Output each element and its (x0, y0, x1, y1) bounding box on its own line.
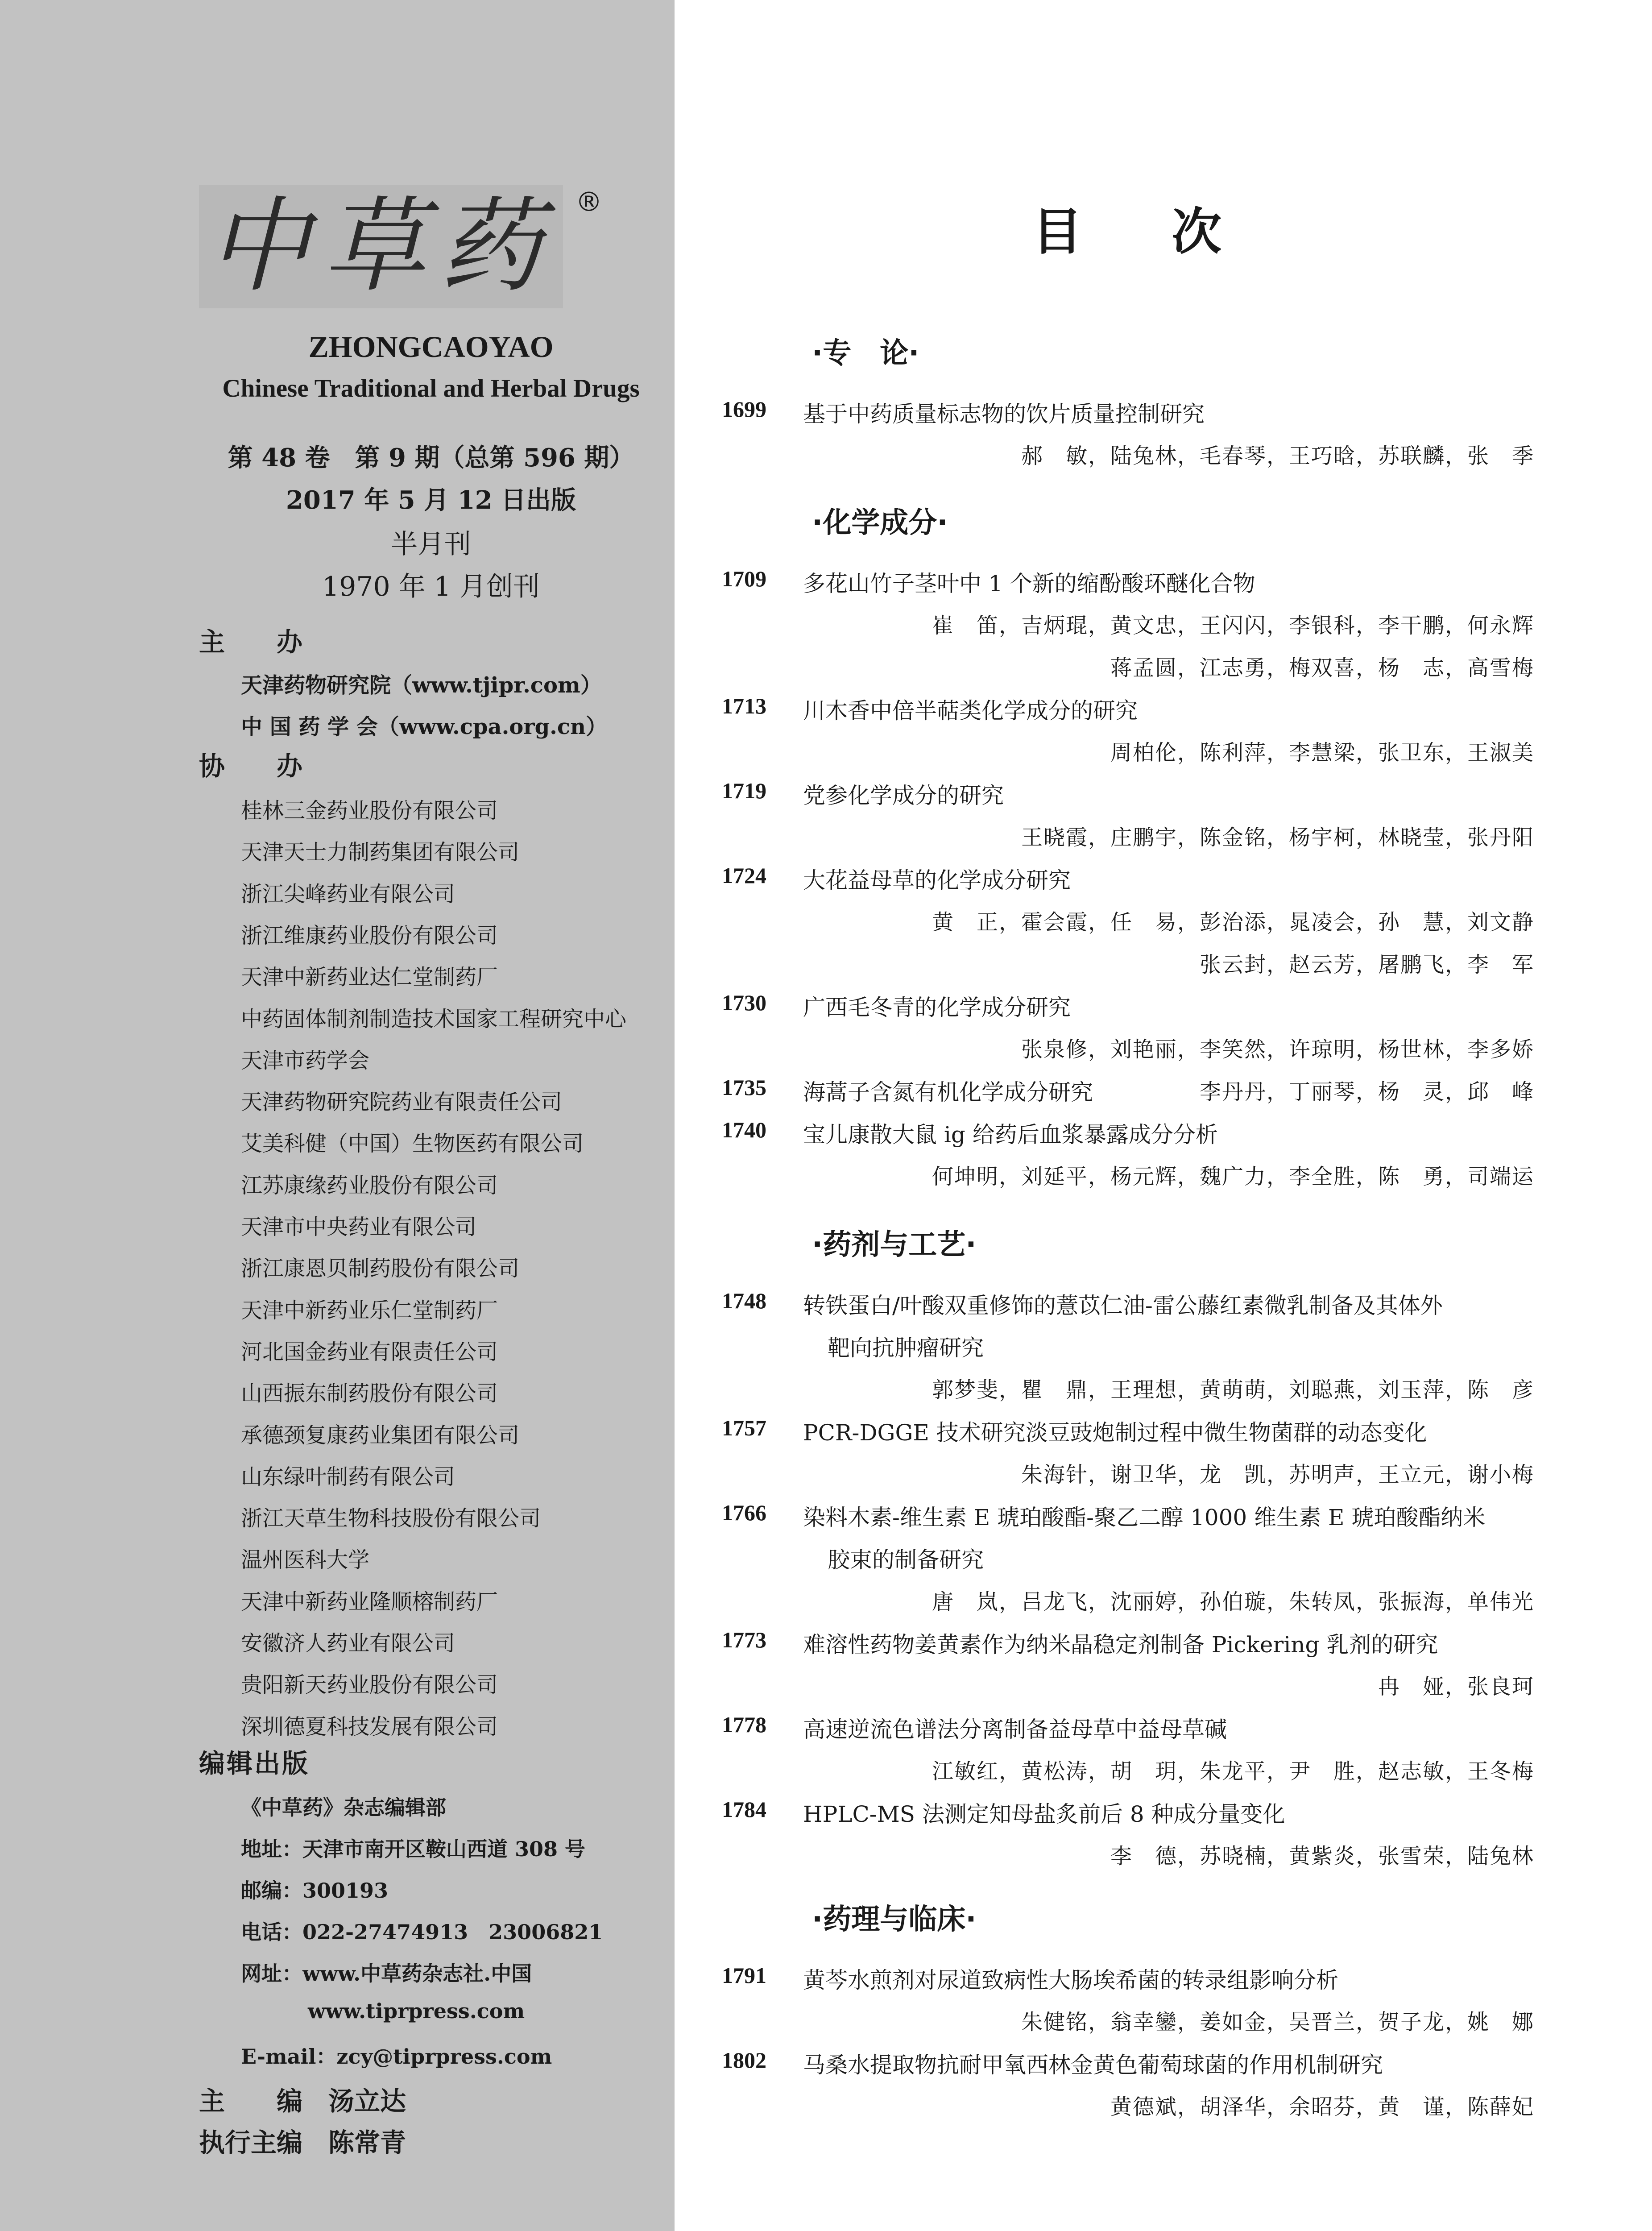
sponsor-heading: 主办 (199, 627, 355, 657)
postcode: 邮编：300193 (241, 1879, 389, 1903)
cohost-item: 承德颈复康药业集团有限公司 (241, 1423, 520, 1448)
cohost-item: 艾美科健（中国）生物医药有限公司 (241, 1131, 584, 1156)
article-page-number: 1709 (722, 566, 766, 591)
article-page-number: 1719 (722, 778, 766, 803)
website: 网址：www.中草药杂志社.中国 (241, 1961, 532, 1986)
editorial-office: 《中草药》杂志编辑部 (241, 1796, 446, 1820)
article-page-number: 1713 (722, 693, 766, 718)
article-title: 宝儿康散大鼠 ig 给药后血浆暴露成分分析 (803, 1122, 1218, 1148)
article-authors: 张云封，赵云芳，屠鹏飞，李 军 (1199, 952, 1534, 977)
article-authors: 王晓霞，庄鹏宇，陈金铭，杨宇柯，林晓莹，张丹阳 (1021, 825, 1534, 850)
article-authors: 冉 娅，张良珂 (1378, 1674, 1534, 1699)
journal-pinyin-title: ZHONGCAOYAO (308, 330, 554, 364)
article-page-number: 1773 (722, 1627, 766, 1652)
article-title: 党参化学成分的研究 (803, 783, 1004, 809)
editor-heading: 编辑出版 (199, 1748, 310, 1779)
article-authors: 黄 正，霍会霞，任 易，彭治添，晁凌会，孙 慧，刘文静 (932, 910, 1534, 935)
article-title: 转铁蛋白/叶酸双重修饰的薏苡仁油-雷公藤红素微乳制备及其体外 (803, 1293, 1443, 1319)
article-authors: 何坤明，刘延平，杨元辉，魏广力，李全胜，陈 勇，司端运 (932, 1164, 1534, 1189)
article-page-number: 1699 (722, 397, 766, 422)
cohost-item: 浙江康恩贝制药股份有限公司 (241, 1256, 520, 1281)
article-title: 黄芩水煎剂对尿道致病性大肠埃希菌的转录组影响分析 (803, 1967, 1338, 1993)
article-page-number: 1802 (722, 2048, 766, 2073)
section-heading: ·专 论· (812, 337, 919, 370)
issue-info: 第 48 卷 第 9 期（总第 596 期） (228, 443, 634, 473)
article-title: PCR-DGGE 技术研究淡豆豉炮制过程中微生物菌群的动态变化 (803, 1420, 1427, 1446)
publish-date: 2017 年 5 月 12 日出版 (286, 485, 576, 515)
article-title: 多花山竹子茎叶中 1 个新的缩酚酸环醚化合物 (803, 571, 1255, 597)
article-authors: 周柏伦，陈利萍，李慧梁，张卫东，王淑美 (1110, 740, 1534, 765)
cohost-item: 中药固体制剂制造技术国家工程研究中心 (241, 1007, 627, 1032)
section-heading: ·化学成分· (812, 506, 948, 539)
cohost-item: 天津药物研究院药业有限责任公司 (241, 1090, 563, 1115)
article-title: 染料木素-维生素 E 琥珀酸酯-聚乙二醇 1000 维生素 E 琥珀酸酯纳米 (803, 1505, 1486, 1530)
article-page-number: 1784 (722, 1797, 766, 1822)
article-title: 难溶性药物姜黄素作为纳米晶稳定剂制备 Pickering 乳剂的研究 (803, 1632, 1438, 1658)
cohost-item: 深圳德夏科技发展有限公司 (241, 1714, 498, 1739)
cohost-item: 贵阳新天药业股份有限公司 (241, 1672, 498, 1697)
article-authors: 郝 敏，陆兔林，毛春琴，王巧晗，苏联麟，张 季 (1021, 444, 1534, 469)
article-page-number: 1778 (722, 1712, 766, 1737)
article-page-number: 1791 (722, 1963, 766, 1988)
article-page-number: 1740 (722, 1117, 766, 1142)
article-authors: 李丹丹，丁丽琴，杨 灵，邱 峰 (1199, 1079, 1534, 1104)
cohost-item: 天津中新药业乐仁堂制药厂 (241, 1298, 498, 1323)
article-title: 大花益母草的化学成分研究 (803, 867, 1071, 893)
article-title: HPLC-MS 法测定知母盐炙前后 8 种成分量变化 (803, 1801, 1285, 1827)
article-title: 高速逆流色谱法分离制备益母草中益母草碱 (803, 1717, 1227, 1742)
cohost-item: 浙江维康药业股份有限公司 (241, 923, 498, 948)
logo-calligraphy: 中草药 (207, 187, 555, 306)
article-title: 基于中药质量标志物的饮片质量控制研究 (803, 401, 1205, 427)
cohost-item: 天津市中央药业有限公司 (241, 1215, 477, 1240)
registered-mark: ® (576, 187, 602, 218)
article-authors: 江敏红，黄松涛，胡 玥，朱龙平，尹 胜，赵志敏，王冬梅 (932, 1759, 1534, 1784)
article-page-number: 1735 (722, 1075, 766, 1100)
cohost-item: 河北国金药业有限责任公司 (241, 1339, 498, 1364)
chief-editor: 主 编 汤立达 (199, 2086, 406, 2116)
cohost-item: 天津中新药业达仁堂制药厂 (241, 965, 498, 990)
cohost-item: 浙江尖峰药业有限公司 (241, 882, 455, 907)
cohost-item: 山西振东制药股份有限公司 (241, 1381, 498, 1406)
founded-date: 1970 年 1 月创刊 (322, 571, 540, 602)
website-secondary: www.tiprpress.com (308, 1999, 525, 2023)
journal-english-title: Chinese Traditional and Herbal Drugs (222, 374, 640, 402)
article-authors: 朱健铭，翁幸鑾，姜如金，吴晋兰，贺子龙，姚 娜 (1021, 2010, 1534, 2035)
cohost-item: 桂林三金药业股份有限公司 (241, 798, 498, 823)
journal-info-sidebar (0, 0, 675, 2231)
article-page-number: 1730 (722, 990, 766, 1015)
cohost-item: 安徽济人药业有限公司 (241, 1631, 455, 1656)
article-title: 马桑水提取物抗耐甲氧西林金黄色葡萄球菌的作用机制研究 (803, 2052, 1383, 2078)
executive-editor: 执行主编 陈常青 (199, 2127, 406, 2158)
contents-title: 目次 (1032, 203, 1311, 261)
article-authors: 蒋孟圆，江志勇，梅双喜，杨 志，高雪梅 (1110, 655, 1534, 680)
cohost-item: 天津市药学会 (241, 1048, 370, 1073)
sponsor-item: 天津药物研究院（www.tjipr.com） (241, 673, 602, 698)
article-title: 海蒿子含氮有机化学成分研究 (803, 1079, 1093, 1105)
article-title: 靶向抗肿瘤研究 (828, 1335, 984, 1361)
article-authors: 李 德，苏晓楠，黄紫炎，张雪荣，陆兔林 (1110, 1844, 1534, 1869)
article-title: 川木香中倍半萜类化学成分的研究 (803, 698, 1138, 724)
cohost-item: 江苏康缘药业股份有限公司 (241, 1173, 498, 1198)
cohost-item: 温州医科大学 (241, 1547, 370, 1572)
section-heading: ·药理与临床· (812, 1903, 977, 1936)
article-authors: 黄德斌，胡泽华，余昭芬，黄 谨，陈薛妃 (1110, 2094, 1534, 2119)
article-page-number: 1748 (722, 1288, 766, 1313)
cohost-heading: 协办 (199, 751, 355, 781)
cohost-item: 天津中新药业隆顺榕制药厂 (241, 1589, 498, 1614)
phone: 电话：022-27474913 23006821 (241, 1920, 603, 1944)
article-page-number: 1724 (722, 863, 766, 888)
address: 地址：天津市南开区鞍山西道 308 号 (241, 1837, 586, 1861)
sponsor-item: 中 国 药 学 会（www.cpa.org.cn） (241, 714, 607, 739)
email: E-mail：zcy@tiprpress.com (241, 2044, 552, 2069)
article-page-number: 1757 (722, 1415, 766, 1440)
article-page-number: 1766 (722, 1500, 766, 1525)
article-title: 广西毛冬青的化学成分研究 (803, 995, 1071, 1020)
cohost-item: 浙江天草生物科技股份有限公司 (241, 1506, 541, 1531)
cohost-item: 天津天士力制药集团有限公司 (241, 840, 520, 865)
article-authors: 张泉修，刘艳丽，李笑然，许琼明，杨世林，李多娇 (1021, 1037, 1534, 1062)
cohost-item: 山东绿叶制药有限公司 (241, 1464, 455, 1489)
section-heading: ·药剂与工艺· (812, 1228, 977, 1261)
article-authors: 朱海针，谢卫华，龙 凯，苏明声，王立元，谢小梅 (1021, 1462, 1534, 1487)
publication-frequency: 半月刊 (391, 529, 471, 560)
article-title: 胶束的制备研究 (828, 1547, 984, 1573)
article-authors: 唐 岚，吕龙飞，沈丽婷，孙伯璇，朱转凤，张振海，单伟光 (932, 1589, 1534, 1614)
journal-logo (199, 185, 563, 308)
article-authors: 崔 笛，吉炳琨，黄文忠，王闪闪，李银科，李干鹏，何永辉 (932, 613, 1534, 638)
article-authors: 郭梦斐，瞿 鼎，王理想，黄萌萌，刘聪燕，刘玉萍，陈 彦 (932, 1377, 1534, 1402)
